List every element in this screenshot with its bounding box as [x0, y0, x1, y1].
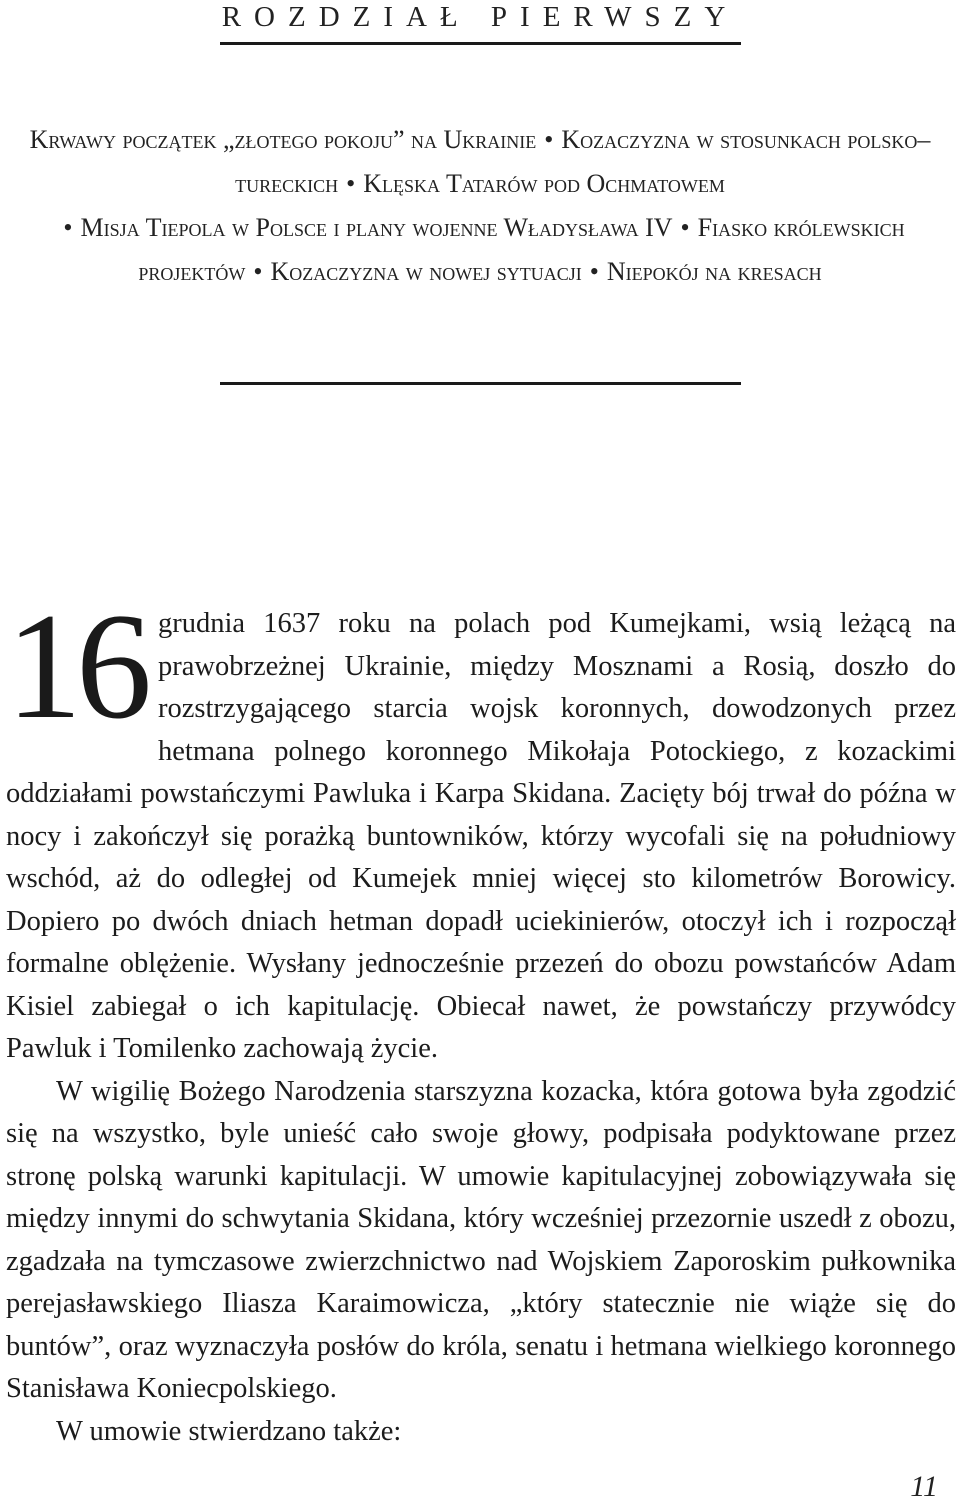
paragraph: W umowie stwierdzano także:: [56, 1415, 402, 1447]
summary-item: Niepokój na kresach: [606, 257, 822, 286]
summary-item: Kozaczyzna w nowej sytuacji: [270, 257, 582, 286]
page-number: 11: [910, 1470, 938, 1503]
paragraph-opening: [6, 582, 956, 1071]
bullet-icon: •: [346, 169, 356, 198]
summary-item: Fiasko królewskich projektów: [138, 213, 905, 286]
summary-item: Misja Tiepola w Polsce i plany wojenne Władysława IV: [80, 213, 673, 242]
chapter-summary: [10, 118, 950, 294]
section-divider: [220, 382, 741, 385]
chapter-body: [6, 582, 956, 1453]
summary-item: Klęska Tatarów pod Ochmatowem: [363, 169, 725, 198]
summary-item: Kozaczyzna w stosunkach polsko–tureckich: [235, 125, 931, 198]
drop-cap: 16: [6, 582, 146, 750]
top-divider: [220, 42, 741, 45]
bullet-icon: •: [680, 213, 690, 242]
paragraph-text: grudnia 1637 roku na polach pod Kumejkami, wsią leżącą na prawobrzeżnej Ukrainie, między Mosznami a Rosią, doszło do rozstrzygającego starcia wojsk koronnych, dowodzonych przez hetmana polnego koronnego Mikołaja Potockiego, z kozackimi oddziałami powstańczymi Pawluka i Karpa Skidana. Zacięty bój trwał do późna w nocy i zakończył się porażką buntowników, którzy wycofali się na południowy wschód, aż do odległej od Kumejek mniej więcej sto kilometrów Borowicy. Dopiero po dwóch dniach hetman dopadł uciekinierów, otoczył ich i rozpoczął formalne oblężenie. Wysłany jednocześnie przezeń do obozu powstańców Adam Kisiel zabiegał o ich kapitulację. Obiecał nawet, że powstańczy przywódcy Pawluk i Tomilenko zachowają życie.: [6, 608, 956, 1064]
bullet-icon: •: [63, 213, 73, 242]
paragraph: W wigilię Bożego Narodzenia starszyzna kozacka, która gotowa była zgodzić się na wszystko, byle unieść cało swoje głowy, podpisała podyktowane przez stronę polską warunki kapitulacji. W umowie kapitulacyjnej zobowiązywała się między innymi do schwytania Skidana, który wcześniej przezornie uszedł z obozu, zgadzała na tymczasowe zwierzchnictwo nad Wojskiem Zaporoskim pułkownika perejasławskiego Iliasza Karaimowicza, „który statecznie nie wiąże się do buntów”, oraz wyznaczyła posłów do króla, senatu i hetmana wielkiego koronnego Stanisława Koniecpolskiego.: [6, 1075, 956, 1404]
summary-item: Krwawy początek „złotego pokoju” na Ukrainie: [29, 125, 537, 154]
chapter-label: ROZDZIAŁ PIERWSZY: [221, 1, 739, 33]
bullet-icon: •: [253, 257, 263, 286]
bullet-icon: •: [544, 125, 554, 154]
bullet-icon: •: [589, 257, 599, 286]
